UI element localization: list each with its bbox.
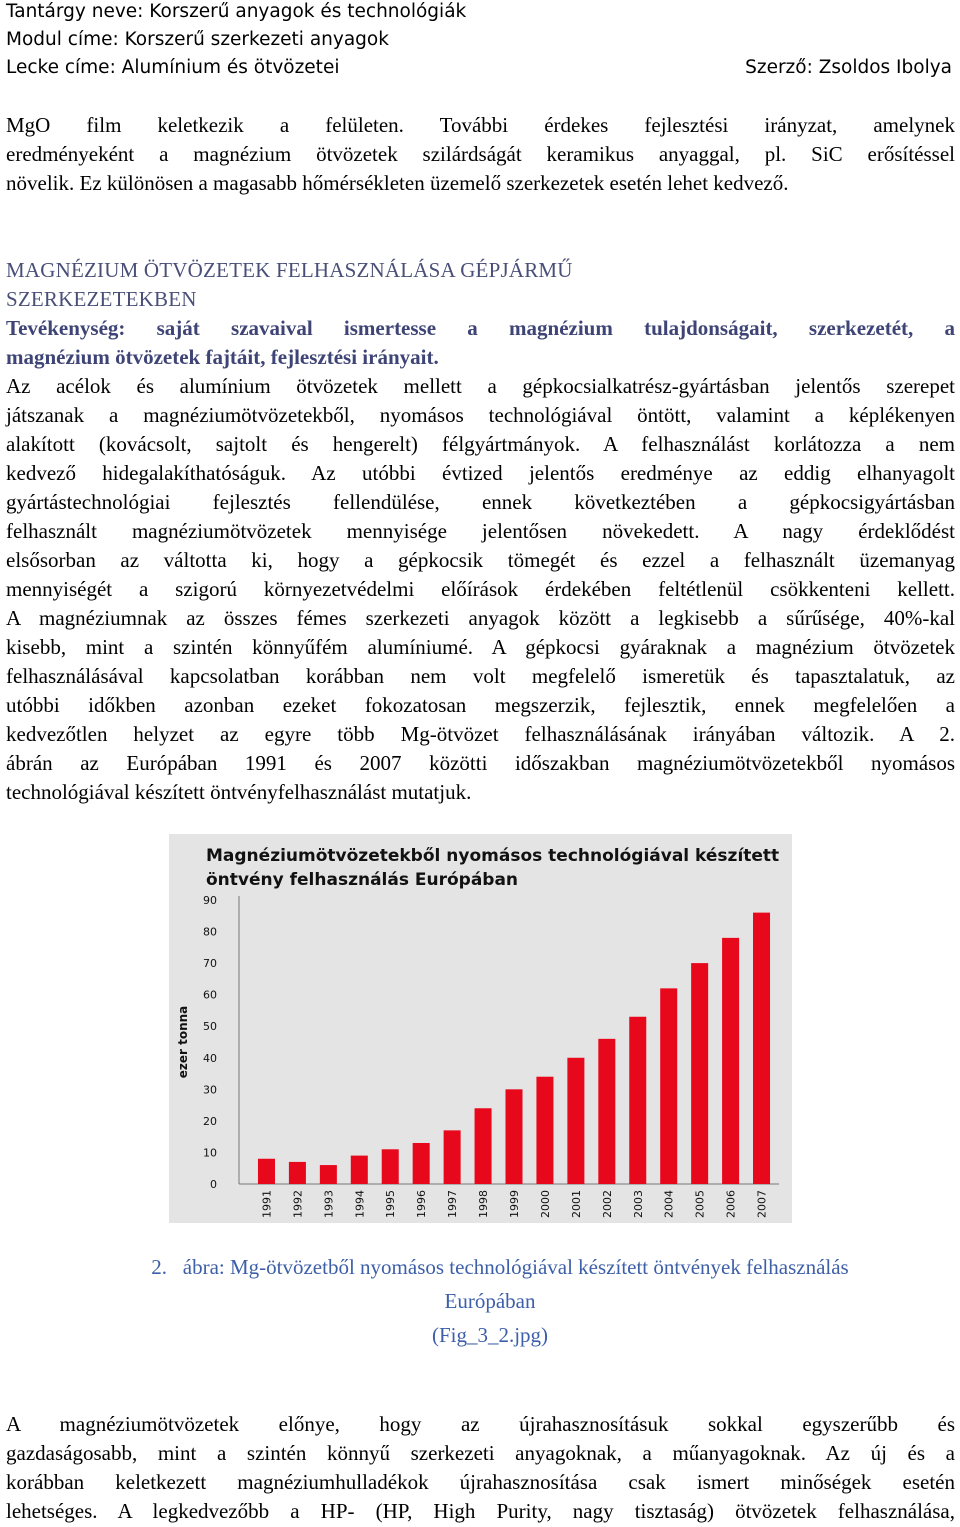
caption-number: 2. bbox=[151, 1255, 168, 1279]
chart-title-line: öntvény felhasználás Európában bbox=[206, 870, 519, 890]
intro-line: MgO film keletkezik a felületen. További érdekes fejlesztési irányzat, amelynek bbox=[6, 113, 955, 137]
x-tick-label: 2001 bbox=[569, 1190, 583, 1218]
chart-title-line: Magnéziumötvözetekből nyomásos technológiával készített bbox=[206, 846, 780, 866]
x-tick-label: 2002 bbox=[600, 1190, 614, 1218]
bar bbox=[475, 1108, 492, 1184]
bar bbox=[289, 1162, 306, 1184]
x-tick-label: 2004 bbox=[662, 1190, 676, 1218]
y-tick-label: 80 bbox=[203, 925, 217, 939]
section-title-line: MAGNÉZIUM ÖTVÖZETEK FELHASZNÁLÁSA GÉPJÁRMŰ bbox=[6, 258, 573, 282]
x-tick-label: 2000 bbox=[538, 1190, 552, 1218]
bar bbox=[598, 1039, 615, 1184]
section-title-line: SZERKEZETEKBEN bbox=[6, 287, 197, 311]
header-subject: Tantárgy neve: Korszerű anyagok és technológiák bbox=[6, 1, 467, 22]
x-tick-label: 1999 bbox=[508, 1190, 521, 1218]
body-paragraph bbox=[6, 372, 955, 807]
header-module: Modul címe: Korszerű szerkezeti anyagok bbox=[6, 29, 389, 50]
paragraph-line: gyártástechnológiai fejlesztés fellendülése, ennek következtében a gépkocsigyártásban bbox=[6, 490, 955, 514]
intro-line: növelik. Ez különösen a magasabb hőmérsékleten üzemelő szerkezetek esetén lehet kedvező. bbox=[6, 171, 789, 195]
paragraph-line: felhasznált magnéziumötvözetek mennyisége jelentősen növekedett. A nagy érdeklődést bbox=[6, 519, 955, 543]
bar bbox=[753, 913, 770, 1184]
y-tick-label: 10 bbox=[203, 1146, 217, 1160]
x-tick-label: 2003 bbox=[631, 1190, 645, 1218]
paragraph-line: A magnéziumötvözetek előnye, hogy az újrahasznosításuk sokkal egyszerűbb és bbox=[6, 1412, 955, 1436]
paragraph-line: gazdaságosabb, mint a szintén könnyű szerkezeti anyagoknak, a műanyagoknak. Az új és a bbox=[6, 1441, 955, 1465]
paragraph-line: utóbbi időkben azonban ezeket fokozatosan megszerzik, fejlesztik, ennek megfelelően a bbox=[6, 693, 955, 717]
figure-caption-line1 bbox=[0, 1250, 960, 1284]
x-tick-label: 1996 bbox=[415, 1190, 429, 1218]
bar bbox=[629, 1017, 646, 1184]
y-tick-label: 90 bbox=[203, 894, 217, 907]
paragraph-line: A magnéziumnak az összes fémes szerkezeti anyagok között a legkisebb a sűrűsége, 40%-kal bbox=[6, 606, 955, 630]
x-tick-label: 1991 bbox=[260, 1190, 274, 1218]
bar bbox=[258, 1159, 275, 1184]
figure-caption-line2: Európában bbox=[444, 1289, 536, 1313]
y-tick-label: 30 bbox=[203, 1083, 217, 1097]
bar bbox=[567, 1058, 584, 1184]
x-tick-label: 1993 bbox=[322, 1190, 336, 1218]
bar bbox=[444, 1130, 461, 1184]
bar bbox=[382, 1149, 399, 1184]
y-tick-label: 0 bbox=[210, 1178, 217, 1191]
y-axis-label: ezer tonna bbox=[176, 1005, 190, 1079]
bar bbox=[320, 1165, 337, 1184]
bar bbox=[505, 1089, 522, 1184]
paragraph-line: játszanak a magnéziumötvözetekből, nyomásos technológiával öntött, valamint a képlékenyen bbox=[6, 403, 955, 427]
y-tick-label: 20 bbox=[203, 1114, 217, 1128]
paragraph-line: mennyiségét a szigorú környezetvédelmi előírások érdekében feltétlenül csökkenteni kellett. bbox=[6, 577, 955, 601]
paragraph-line: kisebb, mint a szintén könnyűfém alumíniumé. A gépkocsi gyáraknak a magnézium ötvözetek bbox=[6, 635, 955, 659]
bar bbox=[722, 938, 739, 1184]
x-tick-label: 2006 bbox=[724, 1190, 738, 1218]
chart-figure bbox=[169, 834, 792, 1223]
y-tick-label: 40 bbox=[203, 1051, 217, 1065]
activity-line: magnézium ötvözetek fajtáit, fejlesztési irányait. bbox=[6, 345, 439, 369]
paragraph-line: Az acélok és alumínium ötvözetek mellett a gépkocsialkatrész-gyártásban jelentős szerepet bbox=[6, 374, 955, 398]
paragraph-line: korábban keletkezett magnéziumhulladékok újrahasznosítása csak ismert minőségek esetén bbox=[6, 1470, 955, 1494]
bar bbox=[413, 1143, 430, 1184]
x-tick-label: 2007 bbox=[755, 1190, 769, 1218]
caption-text: ábra: Mg-ötvözetből nyomásos technológiával készített öntvények felhasználás bbox=[182, 1255, 849, 1279]
x-tick-label: 1995 bbox=[384, 1190, 398, 1218]
activity-line: Tevékenység: saját szavaival ismertesse a magnézium tulajdonságait, szerkezetét, a bbox=[6, 316, 955, 340]
paragraph-line: elsősorban az váltotta ki, hogy a gépkocsik tömegét és ezzel a felhasznált üzemanyag bbox=[6, 548, 955, 572]
x-tick-label: 1998 bbox=[477, 1190, 491, 1218]
section-title bbox=[6, 256, 955, 314]
paragraph-line: ábrán az Európában 1991 és 2007 közötti időszakban magnéziumötvözetekből nyomásos bbox=[6, 751, 955, 775]
figure-caption-filename: (Fig_3_2.jpg) bbox=[431, 1323, 549, 1347]
x-tick-label: 1992 bbox=[291, 1190, 305, 1218]
intro-paragraph bbox=[6, 111, 955, 198]
paragraph-line: lehetséges. A legkedvezőbb a HP- (HP, High Purity, nagy tisztaság) ötvözetek felhasználása, bbox=[6, 1499, 955, 1523]
bar bbox=[536, 1077, 553, 1184]
bar bbox=[691, 963, 708, 1184]
bar-chart bbox=[169, 834, 792, 1223]
y-tick-label: 60 bbox=[203, 988, 217, 1002]
header-lesson: Lecke címe: Alumínium és ötvözetei bbox=[6, 57, 340, 78]
x-tick-label: 1994 bbox=[353, 1190, 367, 1218]
paragraph-line: kedvező hidegalakíthatóságuk. Az utóbbi évtized jelentős eredménye az eddig elhanyagolt bbox=[6, 461, 955, 485]
paragraph-line: kedvezőtlen helyzet az egyre több Mg-ötvözet felhasználásának irányában változik. A 2. bbox=[6, 722, 955, 746]
paragraph-line: alakított (kovácsolt, sajtolt és hengerelt) félgyártmányok. A felhasználást korlátozza a nem bbox=[6, 432, 955, 456]
header-author: Szerző: Zsoldos Ibolya bbox=[745, 57, 952, 78]
y-tick-label: 70 bbox=[203, 957, 217, 971]
x-tick-label: 2005 bbox=[693, 1190, 707, 1218]
x-tick-label: 1997 bbox=[446, 1190, 460, 1218]
y-tick-label: 50 bbox=[203, 1020, 217, 1034]
activity-text bbox=[6, 314, 955, 372]
paragraph-line: technológiával készített öntvényfelhasználást mutatjuk. bbox=[6, 780, 472, 804]
bar bbox=[351, 1156, 368, 1184]
closing-paragraph bbox=[6, 1410, 955, 1526]
paragraph-line: felhasználásával kapcsolatban korábban nem volt megfelelő ismeretük és tapasztalatuk, az bbox=[6, 664, 955, 688]
intro-line: eredményeként a magnézium ötvözetek szilárdságát keramikus anyaggal, pl. SiC erősítéssel bbox=[6, 142, 955, 166]
bar bbox=[660, 988, 677, 1184]
